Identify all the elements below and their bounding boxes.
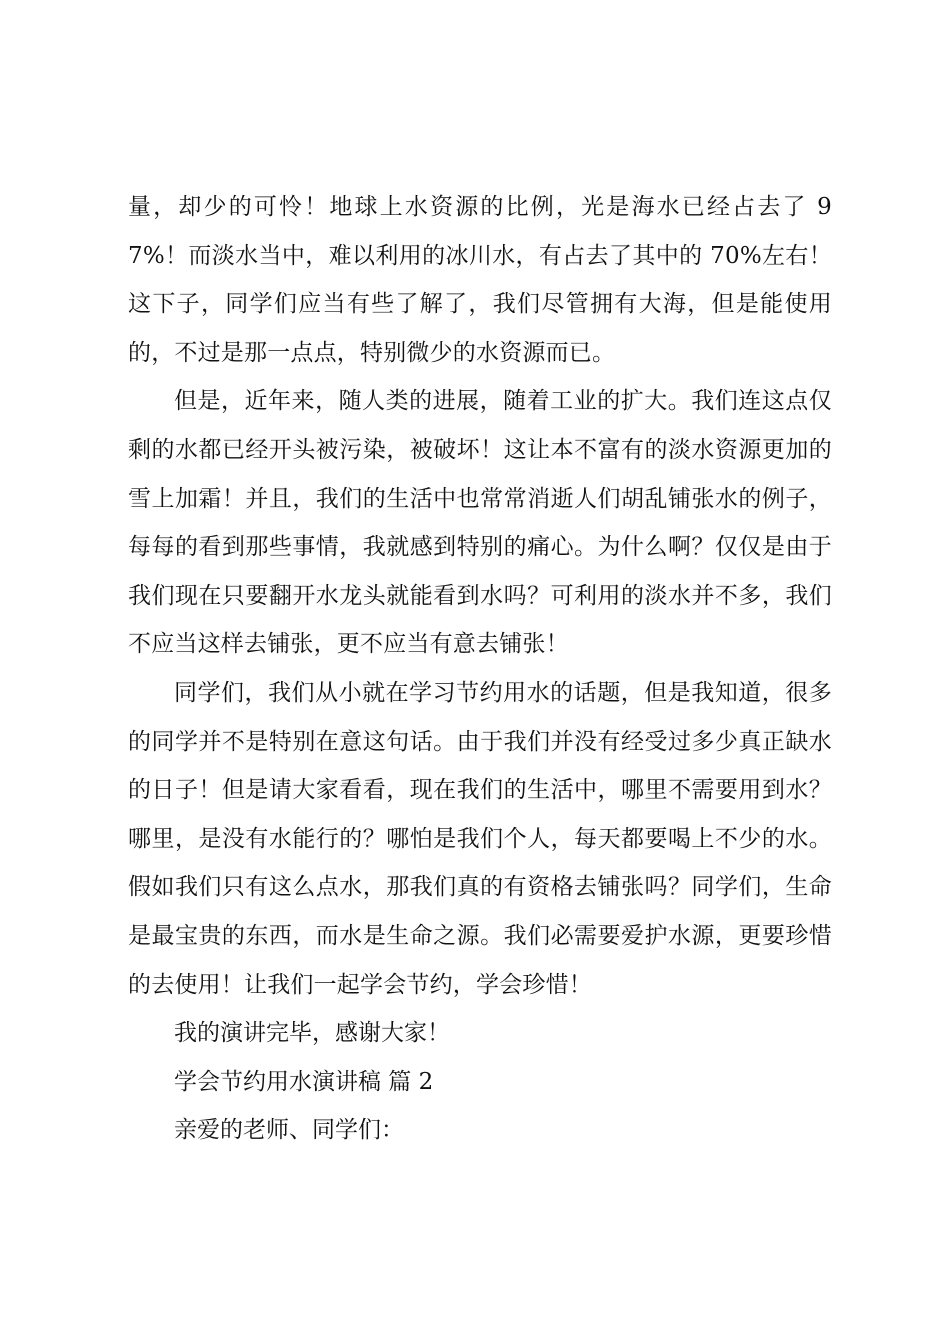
closing-line: 我的演讲完毕，感谢大家！ (174, 1020, 450, 1047)
paragraph-appeal: 同学们，我们从小就在学习节约用水的话题，但是我知道，很多的同学并不是特别在意这句话。由于我们并没有经受过多少真正缺水的日子！但是请大家看看，现在我们的生活中，哪里不需要用到水？哪里，是没有水能行的？哪怕是我们个人，每天都要喝上不少的水。假如我们只有这么点水，那我们真的有资格去铺张吗？同学们，生命是最宝贵的东西，而水是生命之源。我们必需要爱护水源，更要珍惜的去使用！让我们一起学会节约，学会珍惜！ (128, 679, 832, 998)
document-body (128, 183, 832, 1155)
speech-title-part-2: 学会节约用水演讲稿 篇 2 (174, 1068, 434, 1095)
paragraph-continuation: 量，却少的可怜！地球上水资源的比例，光是海水已经占去了 97%！而淡水当中，难以利用的冰川水，有占去了其中的 70%左右！这下子，同学们应当有些了解了，我们尽管拥有大海，但是能使用的，不过是那一点点，特别微少的水资源而已。 (128, 194, 832, 366)
paragraph-pollution: 但是，近年来，随人类的进展，随着工业的扩大。我们连这点仅剩的水都已经开头被污染，被破坏！这让本不富有的淡水资源更加的雪上加霜！并且，我们的生活中也常常消逝人们胡乱铺张水的例子，每每的看到那些事情，我就感到特别的痛心。为什么啊？仅仅是由于我们现在只要翻开水龙头就能看到水吗？可利用的淡水并不多，我们不应当这样去铺张，更不应当有意去铺张！ (128, 388, 832, 658)
salutation: 亲爱的老师、同学们： (174, 1117, 404, 1144)
